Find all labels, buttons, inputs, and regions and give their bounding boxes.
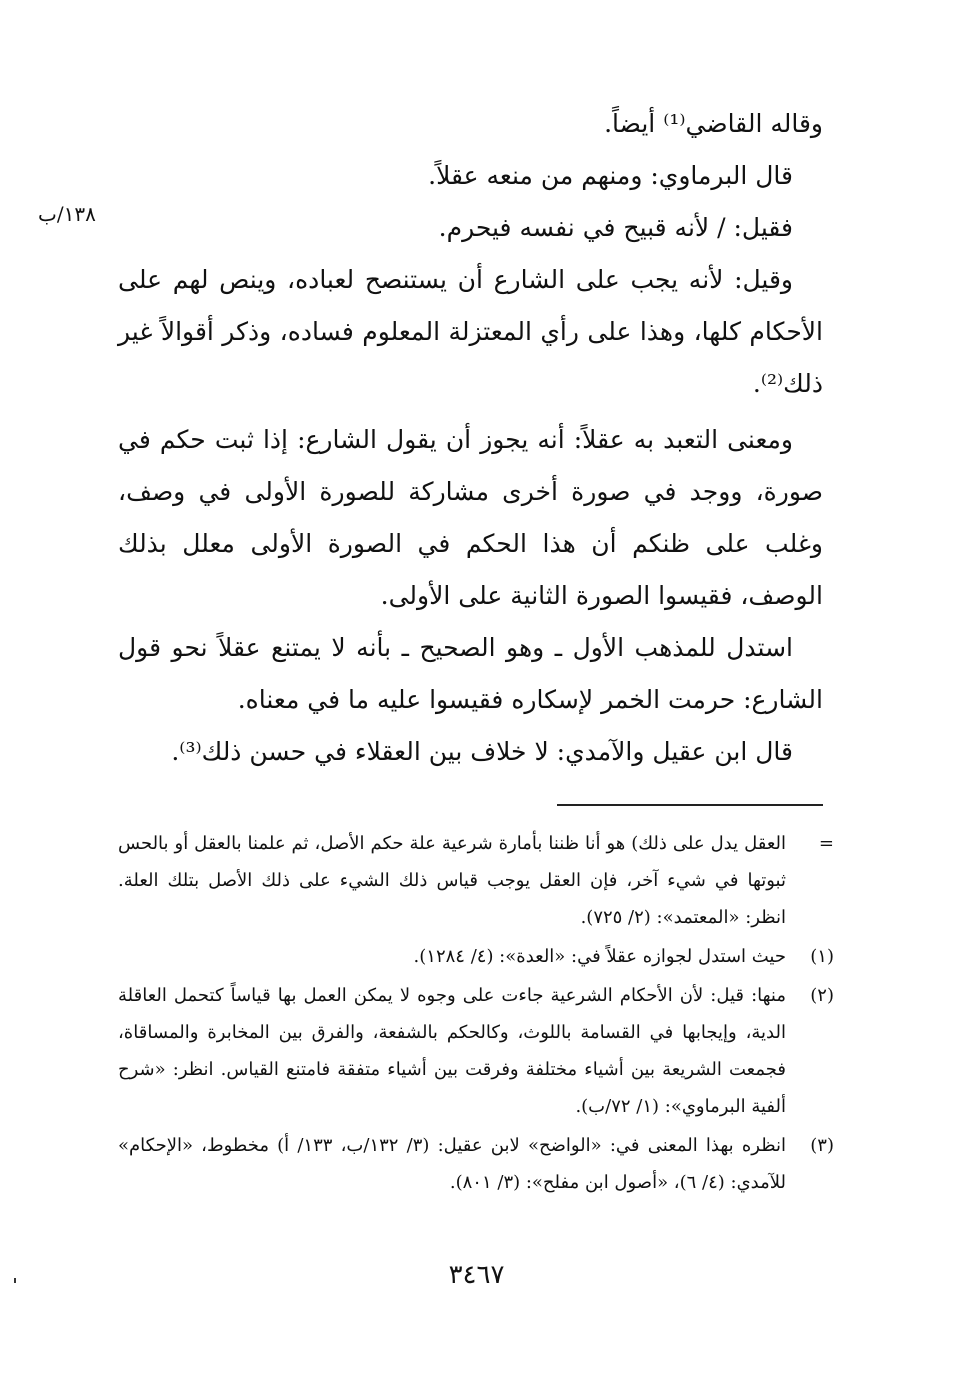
paragraph-qadi: وقاله القاضي⁽¹⁾ أيضاً. (604, 109, 823, 138)
footnote-continuation (118, 825, 834, 936)
paragraph-barmawi: قال البرماوي: ومنهم من منعه عقلاً. (428, 161, 793, 190)
footnote-text: انظره بهذا المعنى في: «الواضح» لابن عقيل: (٣/ ١٣٢/ب، ١٣٣/ أ) مخطوط، «الإحكام» للآمدي: (٤/ ٦)، «أصول ابن مفلح»: (٣/ ٨٠١). (118, 1135, 786, 1193)
footnote-text: العقل يدل على ذلك) هو أنا ظننا بأمارة شرعية علة حكم الأصل، ثم علمنا بالعقل أو بالحس ثبوتها في شيء آخر، فإن العقل يوجب قياس ذلك الشيء على ذلك الأصل بتلك العلة. انظر: «المعتمد»: (٢/ ٧٢٥). (118, 833, 786, 928)
footnote-marker: (١) (810, 946, 834, 967)
footnote-marker: (٢) (810, 985, 834, 1006)
paragraph-mutazila: وقيل: لأنه يجب على الشارع أن يستنصح لعباده، وينص لهم على الأحكام كلها، وهذا على رأي المعتزلة المعلوم فساده، وذكر أقوالاً غير ذلك⁽²⁾. (118, 265, 823, 398)
footnote-separator (557, 804, 823, 806)
main-text (118, 98, 823, 778)
footnote-text: حيث استدل لجوازه عقلاً في: «العدة»: (٤/ ١٢٨٤). (413, 946, 786, 967)
scan-speck (14, 1278, 16, 1283)
footnote-marker: = (818, 833, 834, 854)
footnote-2 (118, 977, 834, 1125)
manuscript-folio-note: ١٣٨/ب (38, 202, 96, 226)
paragraph-istidlal: استدل للمذهب الأول ـ وهو الصحيح ـ بأنه لا يمتنع عقلاً نحو قول الشارع: حرمت الخمر لإسكاره فقيسوا عليه ما في معناه. (118, 633, 823, 714)
paragraph-ibn-aqil: قال ابن عقيل والآمدي: لا خلاف بين العقلاء في حسن ذلك⁽³⁾. (171, 737, 793, 766)
footnotes (118, 825, 834, 1203)
page-number: ٣٤٦٧ (448, 1260, 505, 1290)
footnote-text: منها: قيل: لأن الأحكام الشرعية جاءت على وجوه لا يمكن العمل بها قياساً كتحمل العاقلة الدية، وإيجابها في القسامة باللوث، وكالحكم بالشفعة، والفرق بين المخابرة والمساقاة، فجمعت الشريعة بين أشياء مختلفة وفرقت بين أشياء متفقة فامتنع القياس. انظر: «شرح ألفية البرماوي»: (١/ ٧٢/ب). (118, 985, 786, 1117)
footnote-3 (118, 1127, 834, 1201)
paragraph-taabbud: ومعنى التعبد به عقلاً: أنه يجوز أن يقول الشارع: إذا ثبت حكم في صورة، ووجد في صورة أخرى مشاركة للصورة الأولى في وصف، وغلب على ظنكم أن هذا الحكم في الصورة الأولى معلل بذلك الوصف، فقيسوا الصورة الثانية على الأولى. (118, 425, 823, 610)
paragraph-qubh: فقيل: / لأنه قبيح في نفسه فيحرم. (438, 213, 793, 242)
footnote-marker: (٣) (810, 1135, 834, 1156)
footnote-1 (118, 938, 834, 975)
